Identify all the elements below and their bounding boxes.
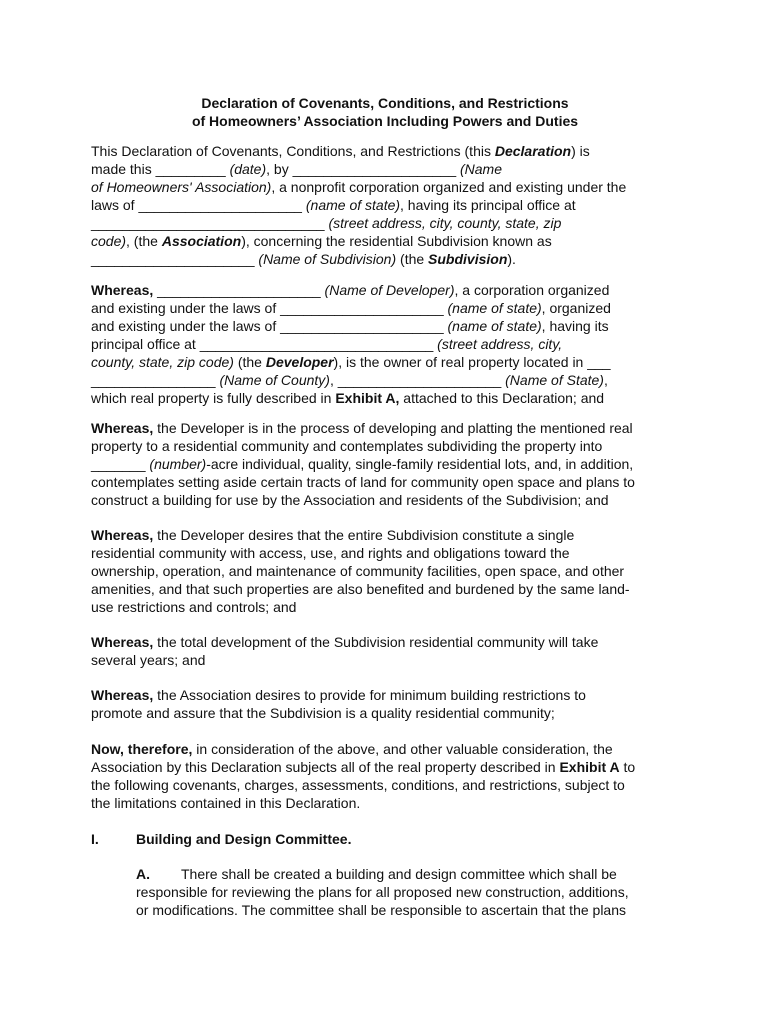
title-line-2: of Homeowners’ Association Including Powers and Duties bbox=[191, 113, 579, 129]
title-line-1: Declaration of Covenants, Conditions, and Restrictions bbox=[201, 95, 569, 111]
document-page: Declaration of Covenants, Conditions, and Restrictions of Homeowners’ Association Including Powers and Duties This Declaration of Covenants, Conditions, and Restrictions (this Declaration) is made this _________ (date), by _____________________ (Name of Homeowners' Association), a nonprofit corporation organized and existing under the laws of _____________________ (name of state), having its principal office at ______________________________ (street address, city, county, state, zip code), (the Association), concerning the residential Subdivision known as _____________________ (Name of Subdivision) (the Subdivision). Whereas, _____________________ (Name of Developer), a corporation organized and existing under the laws of _____________________ (name of state), organized and existing under the laws of _____________________ (name of state), having its principal office at ______________________________ (street address, city, county, state, zip code) (the Developer), is the owner of real property located in ___ ________________ (Name of County), _____________________ (Name of State), which real property is fully described in Exhibit A, attached to this Declaration; and Whereas, the Developer is in the process of developing and platting the mentioned real property to a residential community and contemplates subdividing the property into _______ (number)-acre individual, quality, single-family residential lots, and, in addition, contemplates setting aside certain tracts of land for community open space and plans to construct a building for use by the Association and residents of the Subdivision; and Whereas, the Developer desires that the entire Subdivision constitute a single residential community with access, use, and rights and obligations toward the ownership, operation, and maintenance of community facilities, open space, and other amenities, and that such properties are also benefited and burdened by the same land- use restrictions and controls; and Whereas, the total development of the Subdivision residential community will take several years; and Whereas, the Association desires to provide for minimum building restrictions to promote and assure that the Subdivision is a quality residential community; Now, therefore, in consideration of the above, and other valuable consideration, the Association by this Declaration subjects all of the real property described in Exhibit A to the following covenants, charges, assessments, conditions, and restrictions, subject to the limitations contained in this Declaration. I. Building and Design Committee. A. There shall be created a building and design committee which shall be responsible for reviewing the plans for all proposed new construction, additions, or modifications. The committee shall be responsible to ascertain that the plans bbox=[0, 0, 770, 1024]
document-title bbox=[0, 94, 770, 130]
association-term: Association bbox=[161, 233, 242, 249]
section-number: I. bbox=[91, 831, 99, 847]
exhibit-a-reference-2: Exhibit A bbox=[559, 759, 620, 775]
section-title: Building and Design Committee. bbox=[136, 831, 352, 847]
exhibit-a-reference: Exhibit A, bbox=[335, 390, 400, 406]
developer-term: Developer bbox=[265, 354, 334, 370]
declaration-term: Declaration bbox=[494, 143, 572, 159]
subdivision-term: Subdivision bbox=[428, 251, 508, 267]
subsection-label: A. bbox=[136, 866, 150, 882]
